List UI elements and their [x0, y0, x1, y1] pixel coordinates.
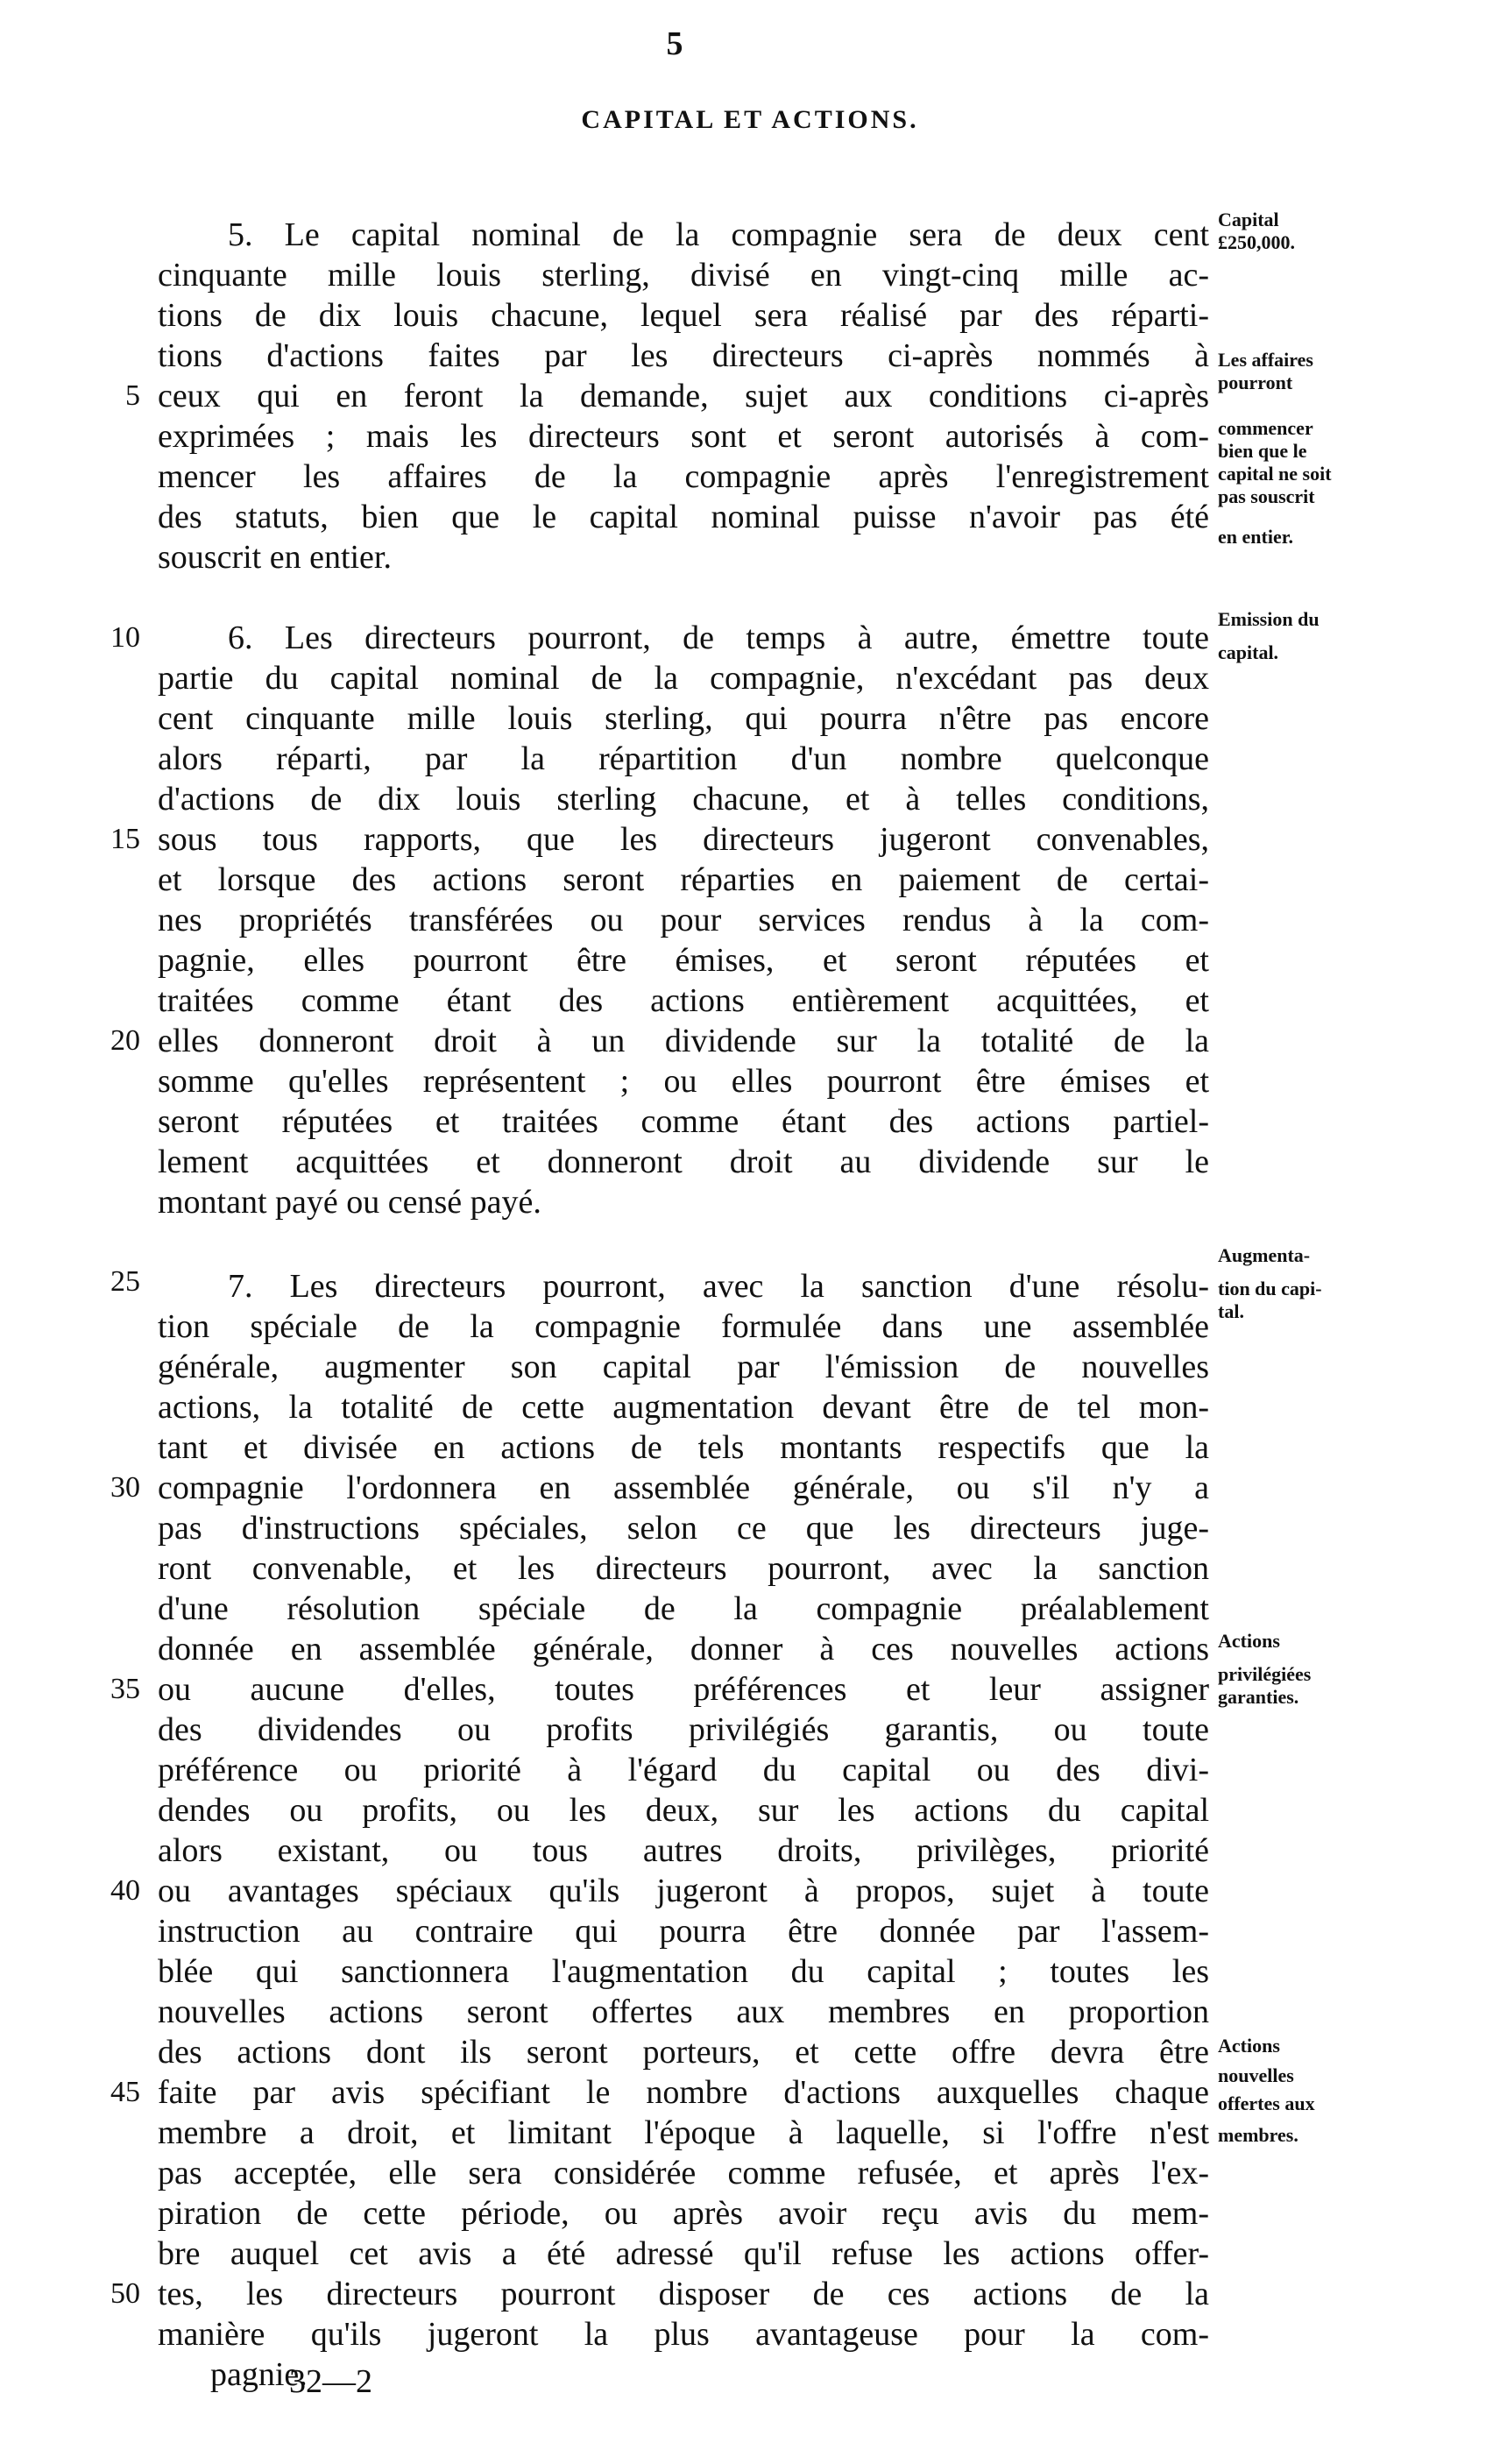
text-line: générale, augmenter son capital par l'émission de nouvelles [158, 1349, 1209, 1385]
text-line: ou aucune d'elles, toutes préférences et leur assigner [158, 1671, 1209, 1708]
text-line: ou avantages spéciaux qu'ils jugeront à propos, sujet à toute [158, 1873, 1209, 1909]
margin-note: Les affaires [1218, 349, 1313, 371]
text-line: nouvelles actions seront offertes aux membres en proportion [158, 1993, 1209, 2030]
text-line: seront réputées et traitées comme étant des actions partiel- [158, 1103, 1209, 1140]
margin-note: Emission du [1218, 608, 1320, 630]
margin-note: tion du capi- [1218, 1278, 1322, 1299]
text-line: tions de dix louis chacune, lequel sera réalisé par des réparti- [158, 297, 1209, 334]
margin-note: Capital [1218, 209, 1279, 230]
section-title: CAPITAL ET ACTIONS. [581, 105, 919, 134]
margin-note: Actions [1218, 1630, 1280, 1652]
text-line: 6. Les directeurs pourront, de temps à autre, émettre toute [228, 620, 1209, 656]
text-line: ront convenable, et les directeurs pourront, avec la sanction [158, 1550, 1209, 1587]
text-line: mencer les affaires de la compagnie après l'enregistrement [158, 458, 1209, 495]
margin-note: privilégiées [1218, 1663, 1312, 1685]
text-line: compagnie l'ordonnera en assemblée générale, ou s'il n'y a [158, 1469, 1209, 1506]
text-line: dendes ou profits, ou les deux, sur les actions du capital [158, 1792, 1209, 1829]
text-line: partie du capital nominal de la compagnie, n'excédant pas deux [158, 660, 1209, 697]
text-line: donnée en assemblée générale, donner à ces nouvelles actions [158, 1631, 1209, 1667]
text-line: alors existant, ou tous autres droits, privilèges, priorité [158, 1832, 1209, 1869]
text-line: piration de cette période, ou après avoir reçu avis du mem- [158, 2195, 1209, 2232]
margin-note: garanties. [1218, 1686, 1299, 1708]
text-line: actions, la totalité de cette augmentation devant être de tel mon- [158, 1389, 1209, 1426]
text-line: traitées comme étant des actions entièrement acquittées, et [158, 982, 1209, 1019]
margin-note: nouvelles [1218, 2064, 1294, 2086]
text-line: manière qu'ils jugeront la plus avantageuse pour la com- [158, 2316, 1209, 2353]
text-line: tions d'actions faites par les directeurs ci-après nommés à [158, 337, 1209, 374]
line-number: 15 [110, 823, 140, 855]
text-line: instruction au contraire qui pourra être donnée par l'assem- [158, 1913, 1209, 1950]
text-line: ceux qui en feront la demande, sujet aux conditions ci-après [158, 378, 1209, 414]
text-line: tant et divisée en actions de tels montants respectifs que la [158, 1429, 1209, 1466]
text-line: blée qui sanctionnera l'augmentation du capital ; toutes les [158, 1953, 1209, 1990]
line-number: 20 [110, 1024, 140, 1057]
margin-note: tal. [1218, 1300, 1244, 1322]
margin-note: commencer [1218, 417, 1313, 439]
text-line: bre auquel cet avis a été adressé qu'il refuse les actions offer- [158, 2235, 1209, 2272]
line-number: 30 [110, 1471, 140, 1504]
text-line: cinquante mille louis sterling, divisé en vingt-cinq mille ac- [158, 257, 1209, 294]
text-line: d'une résolution spéciale de la compagnie préalablement [158, 1590, 1209, 1627]
line-number: 40 [110, 1874, 140, 1907]
margin-note: capital ne soit [1218, 463, 1332, 485]
line-number: 50 [110, 2277, 140, 2310]
text-line: tes, les directeurs pourront disposer de ces actions de la [158, 2276, 1209, 2312]
text-line: exprimées ; mais les directeurs sont et seront autorisés à com- [158, 418, 1209, 455]
text-line: des dividendes ou profits privilégiés garantis, ou toute [158, 1711, 1209, 1748]
margin-note: pas souscrit [1218, 485, 1315, 507]
text-line: pas acceptée, elle sera considérée comme refusée, et après l'ex- [158, 2155, 1209, 2191]
text-line: faite par avis spécifiant le nombre d'actions auxquelles chaque [158, 2074, 1209, 2111]
text-line: cent cinquante mille louis sterling, qui pourra n'être pas encore [158, 700, 1209, 737]
margin-note: bien que le [1218, 440, 1307, 462]
text-line: montant payé ou censé payé. [158, 1184, 541, 1221]
text-line: des actions dont ils seront porteurs, et cette offre devra être [158, 2034, 1209, 2071]
line-number: 10 [110, 621, 140, 654]
line-number: 5 [125, 379, 140, 412]
text-line: souscrit en entier. [158, 539, 392, 576]
margin-note: pourront [1218, 372, 1293, 393]
signature-mark: 32—2 [289, 2363, 372, 2400]
text-line: membre a droit, et limitant l'époque à laquelle, si l'offre n'est [158, 2114, 1209, 2151]
text-line: et lorsque des actions seront réparties en paiement de certai- [158, 861, 1209, 898]
text-line: préférence ou priorité à l'égard du capital ou des divi- [158, 1752, 1209, 1788]
text-line: pagnie. [210, 2356, 308, 2393]
text-line: alors réparti, par la répartition d'un nombre quelconque [158, 740, 1209, 777]
text-line: pas d'instructions spéciales, selon ce que les directeurs juge- [158, 1510, 1209, 1547]
margin-note: £250,000. [1218, 231, 1295, 253]
line-number: 35 [110, 1673, 140, 1705]
margin-note: offertes aux [1218, 2092, 1315, 2114]
margin-note: Augmenta- [1218, 1244, 1311, 1266]
text-line: lement acquittées et donneront droit au dividende sur le [158, 1143, 1209, 1180]
text-line: des statuts, bien que le capital nominal puisse n'avoir pas été [158, 499, 1209, 535]
text-line: nes propriétés transférées ou pour services rendus à la com- [158, 902, 1209, 938]
text-line: elles donneront droit à un dividende sur la totalité de la [158, 1023, 1209, 1059]
text-line: d'actions de dix louis sterling chacune, et à telles conditions, [158, 781, 1209, 818]
page-number: 5 [666, 25, 683, 62]
margin-note: capital. [1218, 641, 1279, 663]
text-line: 5. Le capital nominal de la compagnie sera de deux cent [228, 216, 1209, 253]
text-line: 7. Les directeurs pourront, avec la sanction d'une résolu- [228, 1268, 1209, 1305]
text-line: sous tous rapports, que les directeurs jugeront convenables, [158, 821, 1209, 858]
text-line: somme qu'elles représentent ; ou elles pourront être émises et [158, 1063, 1209, 1100]
text-line: pagnie, elles pourront être émises, et seront réputées et [158, 942, 1209, 979]
margin-note: membres. [1218, 2124, 1298, 2146]
line-number: 25 [110, 1265, 140, 1298]
text-line: tion spéciale de la compagnie formulée dans une assemblée [158, 1308, 1209, 1345]
margin-note: Actions [1218, 2035, 1280, 2057]
margin-note: en entier. [1218, 526, 1293, 548]
line-number: 45 [110, 2076, 140, 2108]
